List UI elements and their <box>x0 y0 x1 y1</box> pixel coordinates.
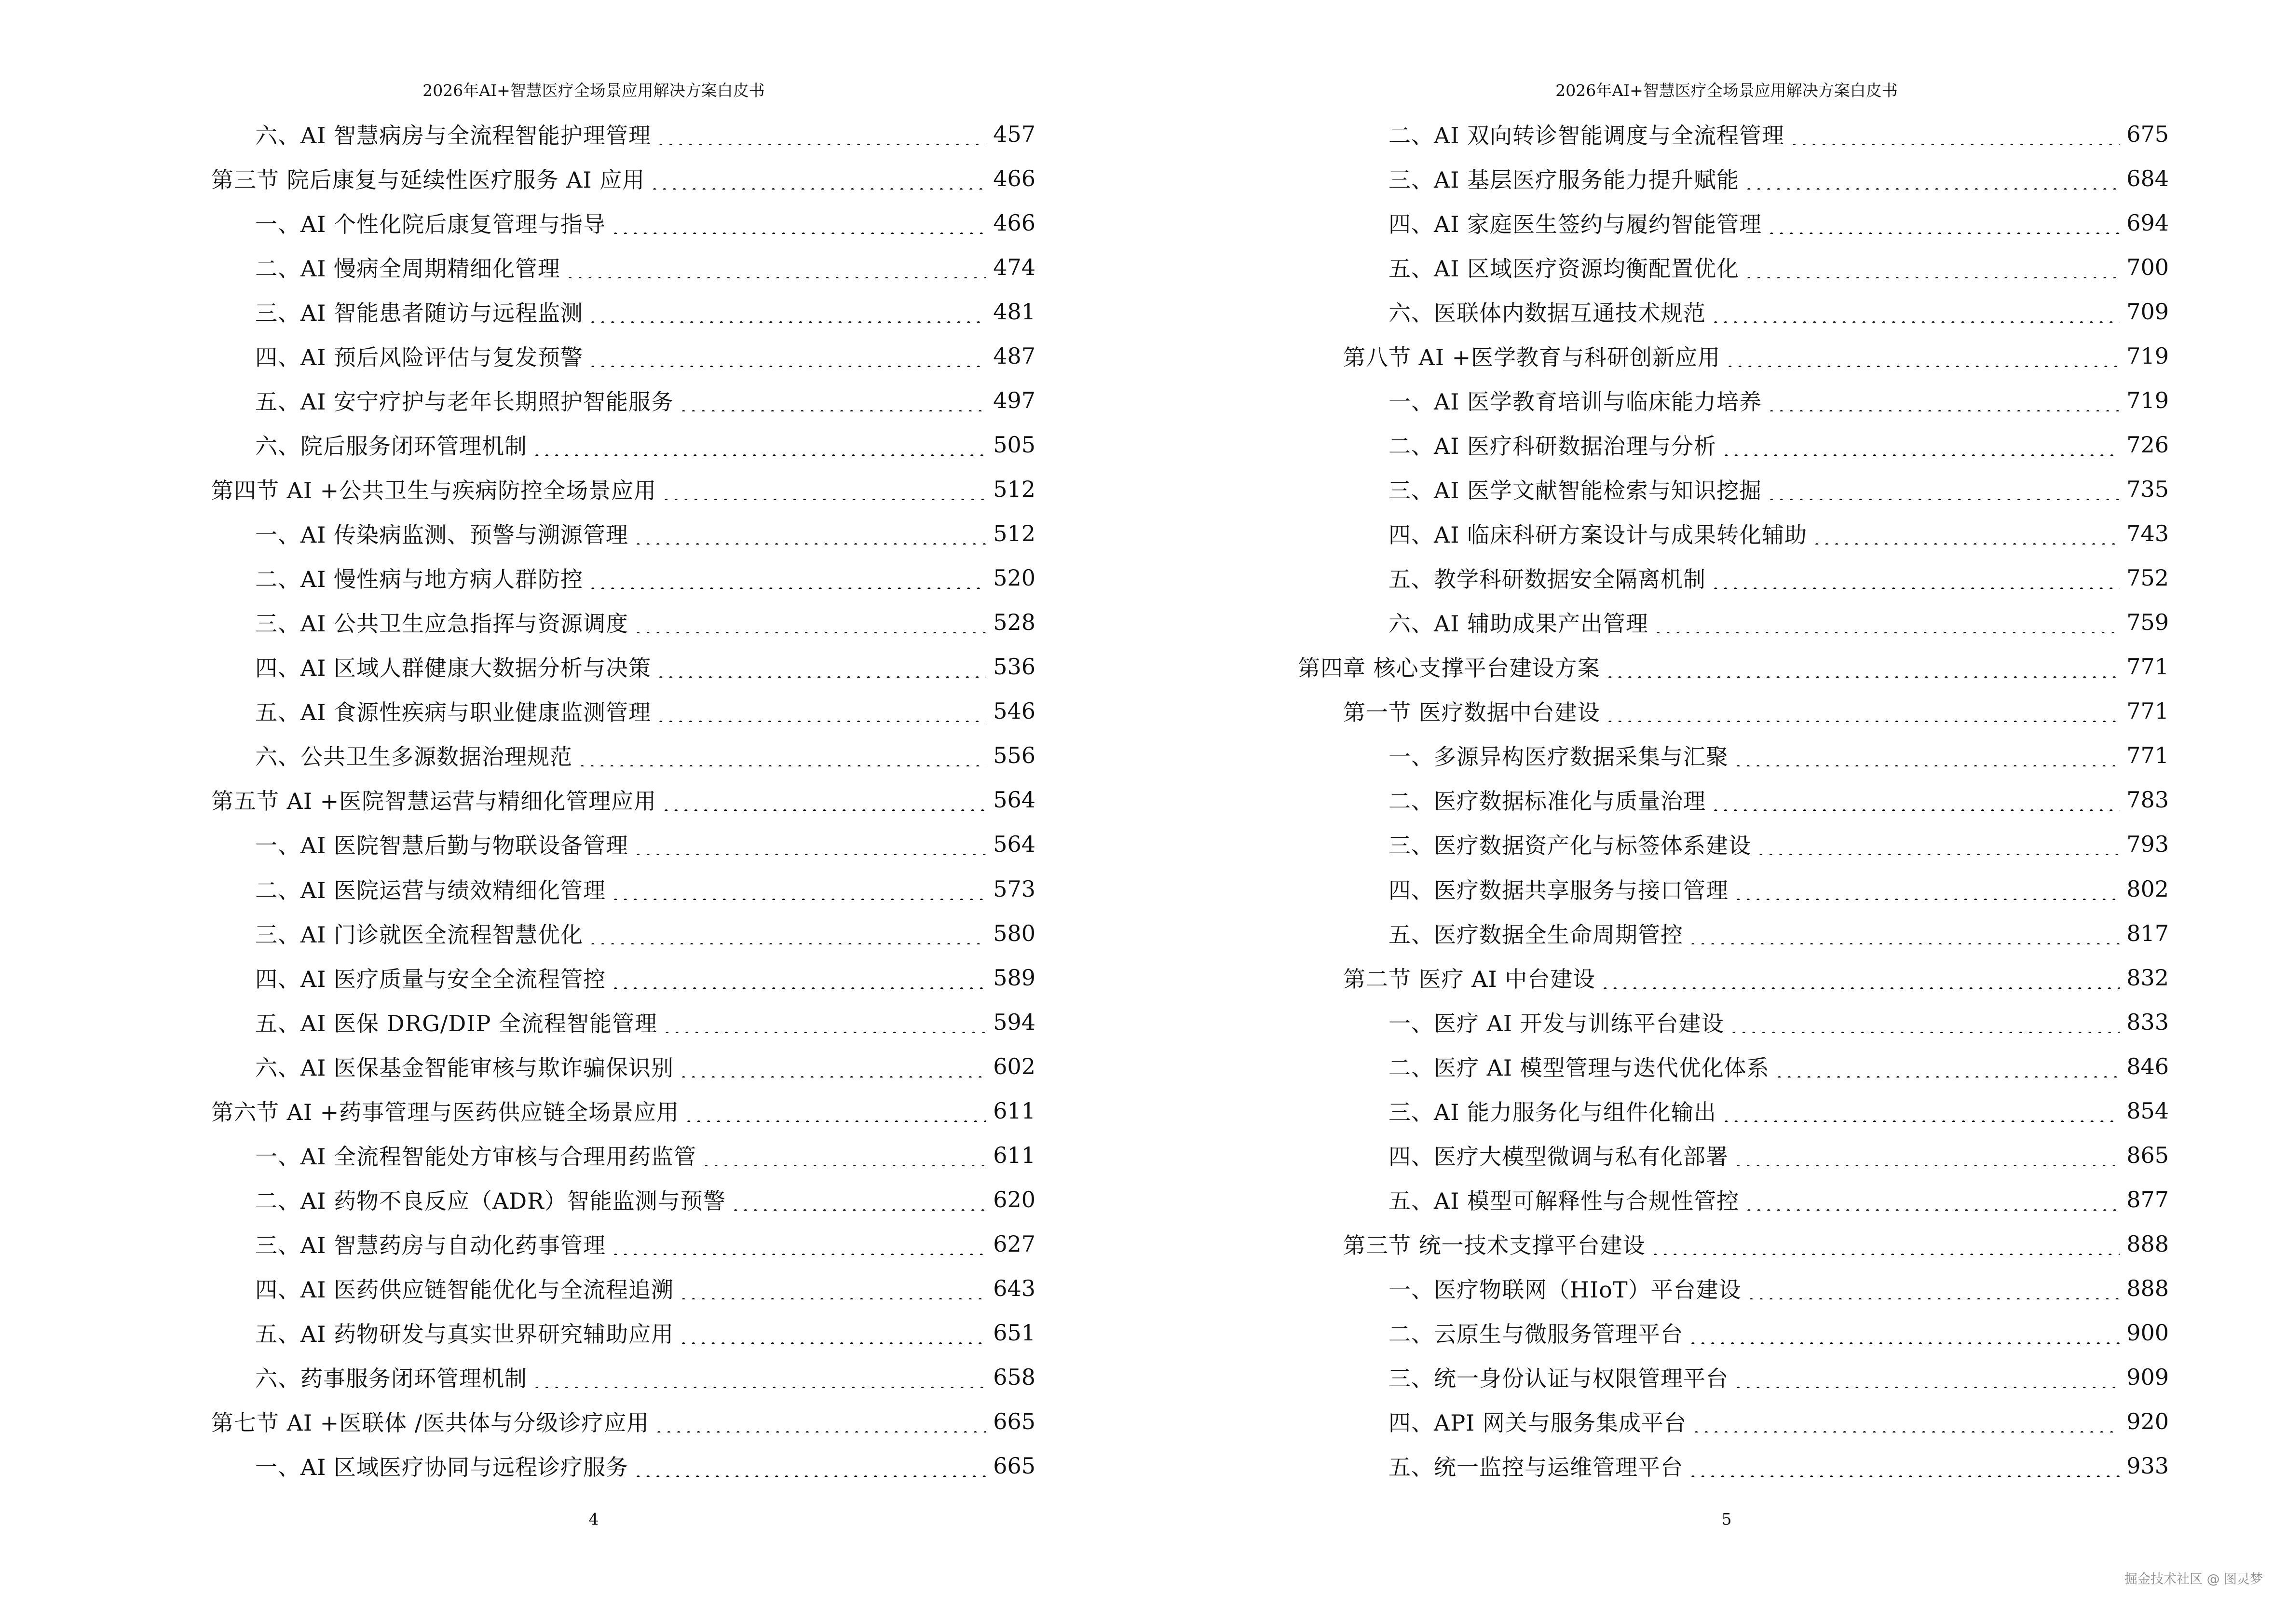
dot-leader <box>1721 1100 2120 1122</box>
toc-entry-title: 四、AI 家庭医生签约与履约智能管理 <box>1389 211 1762 238</box>
toc-entry-title: 三、AI 门诊就医全流程智慧优化 <box>255 921 584 948</box>
toc-entry-page: 627 <box>993 1230 1035 1257</box>
dot-leader <box>588 345 986 367</box>
toc-entry-page: 474 <box>993 254 1035 281</box>
dot-leader <box>650 167 986 190</box>
dot-leader <box>611 212 986 234</box>
toc-entry[interactable] <box>255 334 1035 378</box>
dot-leader <box>679 1055 986 1078</box>
dot-leader <box>532 1366 986 1388</box>
toc-entry-page: 888 <box>2126 1230 2169 1257</box>
dot-leader <box>1729 1011 2120 1033</box>
toc-entry[interactable] <box>211 156 1035 201</box>
toc-entry-page: 817 <box>2126 920 2169 946</box>
dot-leader <box>611 1233 986 1255</box>
toc-entry-title: 第二节 医疗 AI 中台建设 <box>1343 966 1596 992</box>
toc-entry-page: 466 <box>993 210 1035 236</box>
toc-entry[interactable] <box>211 1089 1035 1133</box>
toc-entry[interactable] <box>255 289 1035 334</box>
toc-entry[interactable] <box>1389 822 2169 866</box>
toc-entry[interactable] <box>255 1444 1035 1488</box>
toc-entry-title: 二、AI 医院运营与绩效精细化管理 <box>255 877 606 903</box>
toc-entry-page: 546 <box>993 698 1035 724</box>
toc-entry-page: 920 <box>2126 1408 2169 1434</box>
toc-entry[interactable] <box>1389 1133 2169 1177</box>
toc-entry[interactable] <box>1389 778 2169 822</box>
toc-entry-page: 743 <box>2126 520 2169 547</box>
toc-entry-title: 五、AI 安宁疗护与老年长期照护智能服务 <box>255 389 674 415</box>
toc-entry-page: 589 <box>993 964 1035 991</box>
toc-entry-page: 833 <box>2126 1009 2169 1035</box>
toc-entry-title: 三、统一身份认证与权限管理平台 <box>1389 1365 1729 1392</box>
toc-entry[interactable] <box>1389 1355 2169 1399</box>
toc-entry-page: 877 <box>2126 1186 2169 1213</box>
running-header: 2026年AI+智慧医疗全场景应用解决方案白皮书 <box>1555 81 1898 100</box>
dot-leader <box>1691 1410 2120 1433</box>
toc-entry-page: 611 <box>993 1142 1035 1168</box>
toc-entry-title: 第三节 院后康复与延续性医疗服务 AI 应用 <box>211 167 645 193</box>
dot-leader <box>1746 1277 2120 1299</box>
toc-entry-title: 二、医疗 AI 模型管理与迭代优化体系 <box>1389 1054 1770 1081</box>
toc-entry-page: 520 <box>993 565 1035 591</box>
dot-leader <box>1767 389 2120 411</box>
toc-entry-page: 709 <box>2126 299 2169 325</box>
toc-entry[interactable] <box>255 245 1035 289</box>
toc-entry-title: 一、AI 个性化院后康复管理与指导 <box>255 211 606 238</box>
toc-entry[interactable] <box>1389 245 2169 289</box>
dot-leader <box>1605 655 2120 678</box>
dot-leader <box>1774 1055 2120 1078</box>
toc-entry[interactable] <box>1389 1444 2169 1488</box>
toc-entry-page: 564 <box>993 831 1035 858</box>
toc-entry[interactable] <box>1389 112 2169 156</box>
dot-leader <box>588 922 986 944</box>
toc-entry[interactable] <box>1389 1310 2169 1355</box>
toc-entry-page: 771 <box>2126 698 2169 724</box>
dot-leader <box>633 522 986 545</box>
toc-entry[interactable] <box>255 733 1035 778</box>
toc-entry-title: 三、AI 医学文献智能检索与知识挖掘 <box>1389 478 1762 504</box>
toc-entry[interactable] <box>1389 1089 2169 1133</box>
toc-entry-title: 四、AI 预后风险评估与复发预警 <box>255 344 584 371</box>
toc-entry-title: 五、医疗数据全生命周期管控 <box>1389 921 1683 948</box>
toc-entry[interactable] <box>255 955 1035 1000</box>
dot-leader <box>1711 567 2120 589</box>
dot-leader <box>661 478 986 500</box>
toc-entry-page: 602 <box>993 1053 1035 1079</box>
toc-entry[interactable] <box>255 1266 1035 1310</box>
toc-entry-title: 五、教学科研数据安全隔离机制 <box>1389 566 1706 593</box>
toc-entry-title: 二、AI 医疗科研数据治理与分析 <box>1389 433 1717 460</box>
toc-entry-title: 一、AI 全流程智能处方审核与合理用药监管 <box>255 1143 697 1170</box>
dot-leader <box>1711 300 2120 323</box>
dot-leader <box>611 878 986 900</box>
dot-leader <box>1733 744 2120 766</box>
dot-leader <box>1733 1366 2120 1388</box>
toc-entry-title: 五、AI 区域医疗资源均衡配置优化 <box>1389 256 1740 282</box>
toc-entry[interactable] <box>255 822 1035 866</box>
toc-entry-title: 四、API 网关与服务集成平台 <box>1389 1409 1687 1436</box>
toc-entry-title: 二、AI 慢性病与地方病人群防控 <box>255 566 584 593</box>
toc-entry-title: 第五节 AI +医院智慧运营与精细化管理应用 <box>211 788 657 815</box>
toc-entry-page: 594 <box>993 1009 1035 1035</box>
dot-leader <box>1600 967 2120 989</box>
toc-entry-page: 719 <box>2126 387 2169 414</box>
toc-entry[interactable] <box>211 1399 1035 1444</box>
toc-entry-title: 二、AI 双向转诊智能调度与全流程管理 <box>1389 123 1785 149</box>
toc-entry[interactable] <box>1389 156 2169 201</box>
toc-entry-title: 六、AI 智慧病房与全流程智能护理管理 <box>255 123 652 149</box>
toc-entry-title: 四、医疗大模型微调与私有化部署 <box>1389 1143 1729 1170</box>
toc-entry-title: 第三节 统一技术支撑平台建设 <box>1343 1232 1646 1258</box>
toc-entry[interactable] <box>255 1355 1035 1399</box>
dot-leader <box>1744 256 2120 278</box>
toc-entry[interactable] <box>1389 911 2169 955</box>
dot-leader <box>731 1188 986 1211</box>
dot-leader <box>679 1322 986 1344</box>
toc-entry-title: 三、AI 基层医疗服务能力提升赋能 <box>1389 167 1740 193</box>
toc-entry[interactable] <box>211 467 1035 511</box>
toc-entry[interactable] <box>255 1222 1035 1266</box>
toc-entry-title: 五、AI 模型可解释性与合规性管控 <box>1389 1187 1740 1214</box>
toc-entry-title: 一、多源异构医疗数据采集与汇聚 <box>1389 744 1729 770</box>
dot-leader <box>701 1144 986 1166</box>
toc-entry-page: 620 <box>993 1186 1035 1213</box>
toc-entry[interactable] <box>255 1044 1035 1089</box>
dot-leader <box>588 567 986 589</box>
toc-entry-title: 第七节 AI +医联体 /医共体与分级诊疗应用 <box>211 1409 650 1436</box>
toc-entry-page: 643 <box>993 1275 1035 1301</box>
toc-entry-title: 第四节 AI +公共卫生与疾病防控全场景应用 <box>211 478 657 504</box>
toc-entry-page: 793 <box>2126 831 2169 858</box>
toc-entry-page: 832 <box>2126 964 2169 991</box>
toc-entry-page: 658 <box>993 1364 1035 1390</box>
dot-leader <box>1733 1144 2120 1166</box>
running-header: 2026年AI+智慧医疗全场景应用解决方案白皮书 <box>422 81 765 100</box>
toc-entry-page: 802 <box>2126 875 2169 902</box>
toc-entry[interactable] <box>1389 556 2169 600</box>
toc-entry-title: 第一节 医疗数据中台建设 <box>1343 699 1600 726</box>
toc-entry-page: 909 <box>2126 1364 2169 1390</box>
toc-entry[interactable] <box>1389 289 2169 334</box>
toc-entry-title: 六、药事服务闭环管理机制 <box>255 1365 527 1392</box>
toc-entry[interactable] <box>255 689 1035 733</box>
toc-entry[interactable] <box>1389 201 2169 245</box>
toc-entry-title: 六、AI 医保基金智能审核与欺诈骗保识别 <box>255 1054 674 1081</box>
toc-entry[interactable] <box>255 1000 1035 1044</box>
dot-leader <box>1812 522 2120 545</box>
toc-entry-page: 536 <box>993 654 1035 680</box>
toc-entry-page: 684 <box>2126 165 2169 192</box>
toc-entry-title: 二、AI 药物不良反应（ADR）智能监测与预警 <box>255 1187 726 1214</box>
toc-entry-title: 二、医疗数据标准化与质量治理 <box>1389 788 1706 815</box>
toc-entry-page: 665 <box>993 1408 1035 1434</box>
toc-entry-title: 一、医疗物联网（HIoT）平台建设 <box>1389 1276 1742 1303</box>
dot-leader <box>532 434 986 456</box>
toc-entry-page: 611 <box>993 1097 1035 1124</box>
toc-entry[interactable] <box>1389 511 2169 556</box>
dot-leader <box>1756 833 2120 855</box>
toc-entry[interactable] <box>255 600 1035 644</box>
toc-entry-title: 四、AI 医疗质量与安全全流程管控 <box>255 966 606 992</box>
toc-entry[interactable] <box>1389 467 2169 511</box>
dot-leader <box>633 611 986 633</box>
dot-leader <box>1605 700 2120 722</box>
dot-leader <box>679 389 986 411</box>
toc-entry[interactable] <box>255 644 1035 689</box>
toc-entry-page: 505 <box>993 432 1035 458</box>
dot-leader <box>1653 611 2120 633</box>
toc-entry-page: 466 <box>993 165 1035 192</box>
toc-entry-page: 665 <box>993 1452 1035 1479</box>
dot-leader <box>1733 878 2120 900</box>
toc-entry-page: 759 <box>2126 609 2169 636</box>
toc-entry[interactable] <box>255 1310 1035 1355</box>
toc-entry[interactable] <box>255 511 1035 556</box>
toc-entry[interactable] <box>1343 955 2169 1000</box>
dot-leader <box>1688 922 2120 944</box>
toc-entry[interactable] <box>1389 1177 2169 1222</box>
dot-leader <box>1688 1322 2120 1344</box>
toc-entry[interactable] <box>1389 1266 2169 1310</box>
toc-entry[interactable] <box>1389 733 2169 778</box>
dot-leader <box>684 1100 986 1122</box>
toc-entry-title: 三、医疗数据资产化与标签体系建设 <box>1389 832 1751 859</box>
toc-entry[interactable] <box>255 112 1035 156</box>
toc-entry[interactable] <box>255 423 1035 467</box>
toc-entry-title: 第四章 核心支撑平台建设方案 <box>1298 655 1600 682</box>
toc-entry-title: 三、AI 智慧药房与自动化药事管理 <box>255 1232 606 1258</box>
toc-entry-title: 五、AI 医保 DRG/DIP 全流程智能管理 <box>255 1010 658 1037</box>
toc-entry[interactable] <box>1389 1399 2169 1444</box>
toc-entry-title: 一、AI 传染病监测、预警与溯源管理 <box>255 522 629 548</box>
toc-entry-title: 六、院后服务闭环管理机制 <box>255 433 527 460</box>
toc-entry-page: 771 <box>2126 742 2169 769</box>
toc-entry[interactable] <box>255 556 1035 600</box>
toc-entry-page: 846 <box>2126 1053 2169 1079</box>
dot-leader <box>679 1277 986 1299</box>
dot-leader <box>656 655 986 678</box>
dot-leader <box>661 789 986 811</box>
toc-entry-title: 三、AI 公共卫生应急指挥与资源调度 <box>255 611 629 637</box>
toc-entry-title: 四、AI 医药供应链智能优化与全流程追溯 <box>255 1276 674 1303</box>
toc-entry[interactable] <box>1389 378 2169 423</box>
toc-entry-title: 五、统一监控与运维管理平台 <box>1389 1454 1683 1480</box>
dot-leader <box>1688 1455 2120 1477</box>
toc-entry-title: 四、AI 临床科研方案设计与成果转化辅助 <box>1389 522 1808 548</box>
toc-entry-page: 888 <box>2126 1275 2169 1301</box>
watermark: 掘金技术社区 @ 图灵梦 <box>2124 1572 2263 1587</box>
toc-entry[interactable] <box>255 1133 1035 1177</box>
toc-entry[interactable] <box>1343 334 2169 378</box>
dot-leader <box>1767 478 2120 500</box>
toc-entry-title: 四、AI 区域人群健康大数据分析与决策 <box>255 655 652 682</box>
dot-leader <box>577 744 986 766</box>
toc-entry-page: 771 <box>2126 654 2169 680</box>
toc-entry-page: 700 <box>2126 254 2169 281</box>
toc-entry-page: 933 <box>2126 1452 2169 1479</box>
toc-entry[interactable] <box>255 201 1035 245</box>
toc-entry-title: 六、公共卫生多源数据治理规范 <box>255 744 572 770</box>
toc-entry-title: 二、AI 慢病全周期精细化管理 <box>255 256 561 282</box>
toc-entry[interactable] <box>255 911 1035 955</box>
toc-entry-page: 564 <box>993 787 1035 813</box>
toc-entry-title: 六、医联体内数据互通技术规范 <box>1389 300 1706 327</box>
toc-entry-page: 900 <box>2126 1319 2169 1346</box>
toc-entry-title: 五、AI 药物研发与真实世界研究辅助应用 <box>255 1321 674 1347</box>
toc-entry-page: 726 <box>2126 432 2169 458</box>
toc-entry-page: 651 <box>993 1319 1035 1346</box>
toc-entry-page: 865 <box>2126 1142 2169 1168</box>
dot-leader <box>656 123 986 145</box>
toc-entry[interactable] <box>255 1177 1035 1222</box>
dot-leader <box>611 967 986 989</box>
toc-entry-title: 一、医疗 AI 开发与训练平台建设 <box>1389 1010 1724 1037</box>
toc-entry-title: 三、AI 能力服务化与组件化输出 <box>1389 1099 1717 1125</box>
toc-entry-page: 752 <box>2126 565 2169 591</box>
toc-entry-page: 735 <box>2126 476 2169 503</box>
toc-entry-title: 一、AI 医院智慧后勤与物联设备管理 <box>255 832 629 859</box>
toc-entry[interactable] <box>1389 1000 2169 1044</box>
toc-entry-page: 694 <box>2126 210 2169 236</box>
toc-entry-title: 第八节 AI +医学教育与科研创新应用 <box>1343 344 1721 371</box>
toc-entry-page: 783 <box>2126 787 2169 813</box>
dot-leader <box>662 1011 986 1033</box>
toc-entry[interactable] <box>1389 1044 2169 1089</box>
toc-entry[interactable] <box>1389 423 2169 467</box>
dot-leader <box>1711 789 2120 811</box>
toc-entry-page: 457 <box>993 121 1035 147</box>
toc-entry-page: 573 <box>993 875 1035 902</box>
dot-leader <box>1789 123 2120 145</box>
dot-leader <box>1725 345 2120 367</box>
dot-leader <box>565 256 986 278</box>
toc-entry-page: 580 <box>993 920 1035 946</box>
toc-entry-title: 一、AI 医学教育培训与临床能力培养 <box>1389 389 1762 415</box>
page-number: 4 <box>588 1510 599 1528</box>
dot-leader <box>588 300 986 323</box>
toc-entry-title: 二、云原生与微服务管理平台 <box>1389 1321 1683 1347</box>
toc-entry[interactable] <box>1343 1222 2169 1266</box>
toc-entry-title: 三、AI 智能患者随访与远程监测 <box>255 300 584 327</box>
toc-entry-title: 六、AI 辅助成果产出管理 <box>1389 611 1649 637</box>
right-page <box>1144 0 2287 1624</box>
toc-entry-page: 481 <box>993 299 1035 325</box>
toc-entry-page: 854 <box>2126 1097 2169 1124</box>
dot-leader <box>654 1410 986 1433</box>
toc-entry-page: 512 <box>993 476 1035 503</box>
toc-entry-page: 497 <box>993 387 1035 414</box>
toc-entry-page: 675 <box>2126 121 2169 147</box>
dot-leader <box>1767 212 2120 234</box>
toc-entry-page: 719 <box>2126 343 2169 369</box>
toc-entry[interactable] <box>255 867 1035 911</box>
dot-leader <box>633 1455 986 1477</box>
dot-leader <box>656 700 986 722</box>
toc-entry[interactable] <box>1389 600 2169 644</box>
toc-entry[interactable] <box>1298 644 2169 689</box>
toc-entry[interactable] <box>1343 689 2169 733</box>
toc-entry-page: 528 <box>993 609 1035 636</box>
toc-entry-page: 556 <box>993 742 1035 769</box>
toc-entry-title: 五、AI 食源性疾病与职业健康监测管理 <box>255 699 652 726</box>
dot-leader <box>1650 1233 2120 1255</box>
toc-entry-title: 四、医疗数据共享服务与接口管理 <box>1389 877 1729 903</box>
dot-leader <box>1744 167 2120 190</box>
toc-entry-page: 512 <box>993 520 1035 547</box>
toc-entry-title: 第六节 AI +药事管理与医药供应链全场景应用 <box>211 1099 680 1125</box>
toc-entry-title: 一、AI 区域医疗协同与远程诊疗服务 <box>255 1454 629 1480</box>
toc-entry[interactable] <box>211 778 1035 822</box>
toc-entry-page: 487 <box>993 343 1035 369</box>
toc-entry[interactable] <box>255 378 1035 423</box>
page-number: 5 <box>1721 1510 1732 1528</box>
dot-leader <box>633 833 986 855</box>
toc-entry[interactable] <box>1389 867 2169 911</box>
dot-leader <box>1721 434 2120 456</box>
dot-leader <box>1744 1188 2120 1211</box>
